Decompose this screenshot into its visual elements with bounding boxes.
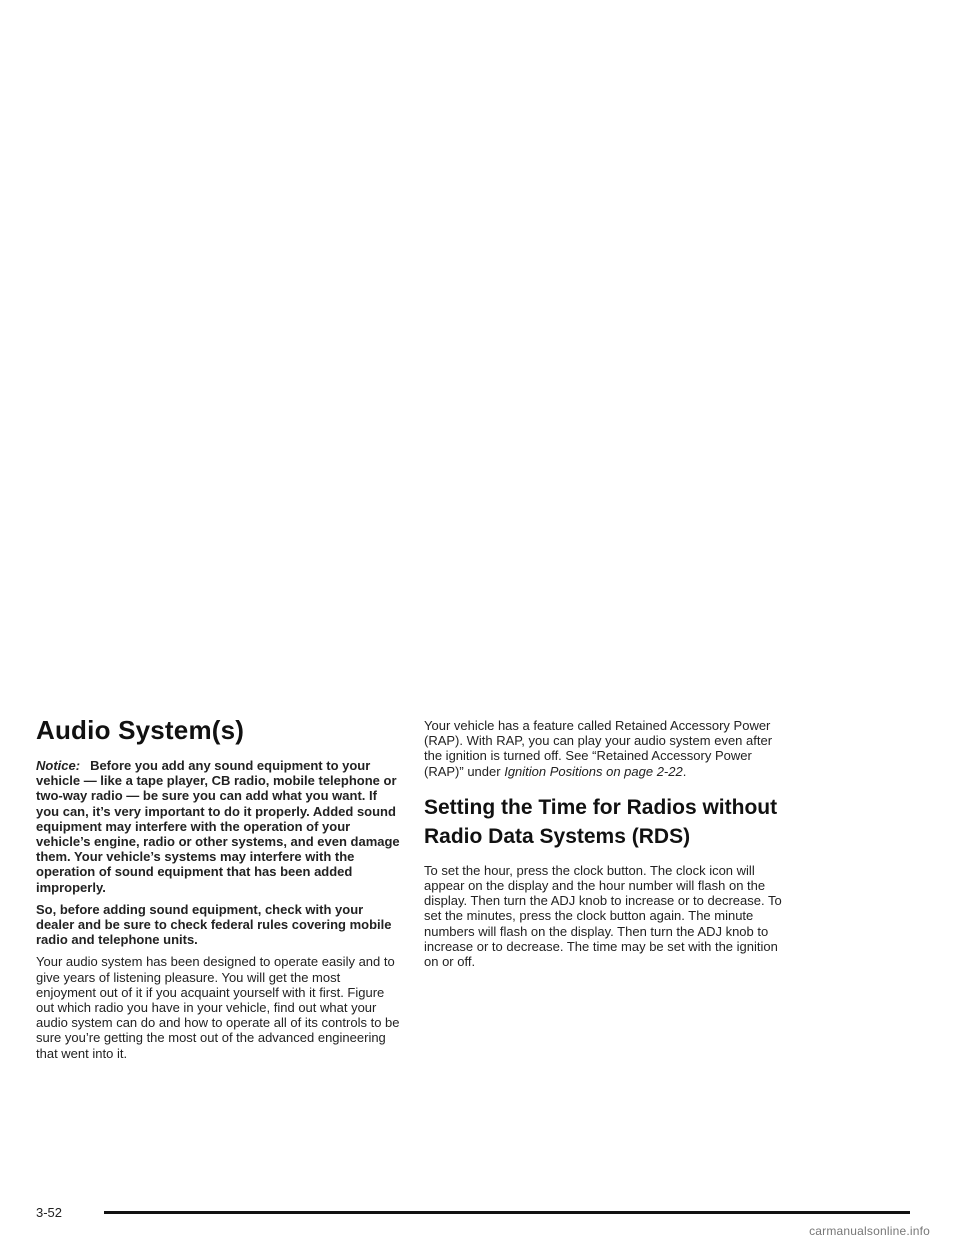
notice-followup: So, before adding sound equipment, check with your dealer and be sure to check federal rules covering mobile radio and telephone units. — [36, 901, 392, 948]
notice-label: Notice: — [36, 758, 81, 773]
ignition-positions-xref[interactable]: Ignition Positions on page 2-22 — [504, 763, 683, 779]
rap-paragraph — [424, 718, 784, 779]
page-number: 3-52 — [36, 1205, 63, 1220]
time-paragraph: To set the hour, press the clock button. The clock icon will appear on the display and the hour number will flash on the display. Then turn the ADJ knob to increase or to decrease. To set the minutes, press the clock button again. The minute numbers will flash on the display. Then turn the ADJ knob to increase or to decrease. The time may be set with the ignition on or off. — [424, 862, 782, 970]
left-column — [36, 714, 402, 1068]
section-title-audio-systems: Audio System(s) — [36, 715, 245, 745]
section-title-setting-time: Setting the Time for Radios without Radio Data Systems (RDS) — [424, 795, 778, 848]
footer-rule — [104, 1211, 910, 1214]
rap-text: Your vehicle has a feature called Retained Accessory Power (RAP). With RAP, you can play your audio system even after the ignition is turned off. See “Retained Accessory Power (RAP)” under — [424, 718, 773, 779]
right-column — [424, 718, 784, 976]
notice-paragraph — [36, 758, 402, 895]
rap-end: . — [682, 763, 687, 779]
watermark: carmanualsonline.info — [809, 1224, 930, 1238]
notice-text: Before you add any sound equipment to your vehicle — like a tape player, CB radio, mobile telephone or two-way radio — be sure you can add what you want. If you can, it’s very important to do it properly. Added sound equipment may interfere with the operation of your vehicle’s engine, radio or other systems, and even damage them. Your vehicle’s systems may interfere with the operation of sound equipment that has been added improperly. — [36, 758, 400, 895]
intro-paragraph: Your audio system has been designed to operate easily and to give years of listening pleasure. You will get the most enjoyment out of it if you acquaint yourself with it first. Figure out which radio you have in your vehicle, find out what your audio system can do and how to operate all of its controls to be sure you’re getting the most out of the advanced engineering that went into it. — [36, 954, 400, 1061]
